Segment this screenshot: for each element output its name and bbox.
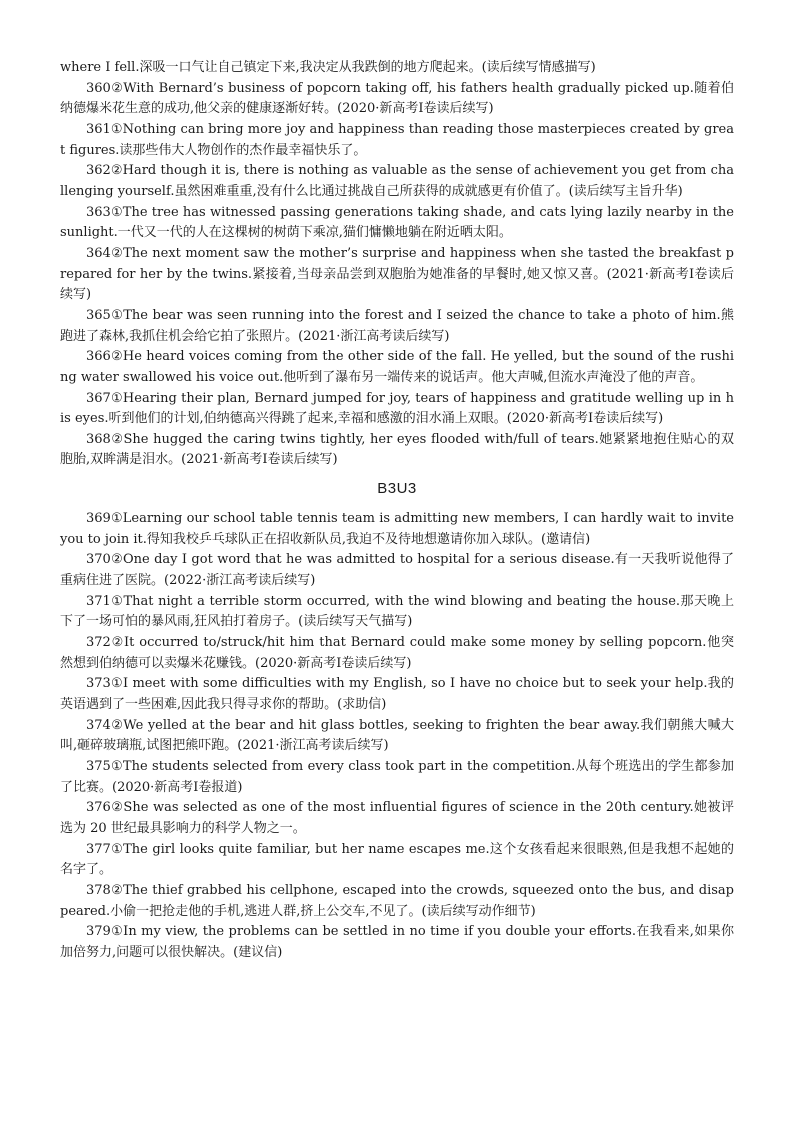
paragraph: 376②She was selected as one of the most influential figures of science in the 20th century.她被评选为 20 世纪最具影响力的科学人物之一。 xyxy=(60,800,734,836)
paragraph: 375①The students selected from every class took part in the competition.从每个班选出的学生都参加了比赛。(2020·新高考Ⅰ卷报道) xyxy=(60,759,734,795)
paragraph: 370②One day I got word that he was admitted to hospital for a serious disease.有一天我听说他得了重病住进了医院。(2022·浙江高考读后续写) xyxy=(60,552,734,589)
paragraph: 364②The next moment saw the mother’s surprise and happiness when she tasted the breakfast prepared for her by the twins.紧接着,当母亲品尝到双胞胎为她准备的早餐时,她又惊又喜。(2021·新高考Ⅰ卷读后续写) xyxy=(60,245,734,303)
paragraph: 362②Hard though it is, there is nothing as valuable as the sense of achievement you get from challenging yourself.虽然困难重重,没有什么比通过挑战自己所获得的成就感更有价值了。(读后续写主旨升华) xyxy=(60,163,734,199)
paragraph: 363①The tree has witnessed passing generations taking shade, and cats lying lazily nearby in the sunlight.一代又一代的人在这棵树的树荫下乘凉,猫们慵懒地躺在附近晒太阳。 xyxy=(60,204,734,241)
paragraph: 377①The girl looks quite familiar, but her name escapes me.这个女孩看起来很眼熟,但是我想不起她的名字了。 xyxy=(60,841,734,878)
paragraph: 365①The bear was seen running into the forest and I seized the chance to take a photo of him.熊跑进了森林,我抓住机会给它拍了张照片。(2021·浙江高考读后续写) xyxy=(60,307,734,344)
paragraph: 378②The thief grabbed his cellphone, escaped into the crowds, squeezed onto the bus, and disappeared.小偷一把抢走他的手机,逃进人群,挤上公交车,不见了。(读后续写动作细节) xyxy=(60,882,734,919)
section-heading: B3U3 xyxy=(377,480,417,498)
paragraph: 371①That night a terrible storm occurred, with the wind blowing and beating the house.那天晚上下了一场可怕的暴风雨,狂风拍打着房子。(读后续写天气描写) xyxy=(60,593,734,630)
paragraph: 367①Hearing their plan, Bernard jumped for joy, tears of happiness and gratitude welling up in his eyes.听到他们的计划,伯纳德高兴得跳了起来,幸福和感激的泪水涌上双眼。(2020·新高考Ⅰ卷读后续写) xyxy=(60,390,734,427)
paragraph: 379①In my view, the problems can be settled in no time if you double your efforts.在我看来,如果你加倍努力,问题可以很快解决。(建议信) xyxy=(60,924,734,960)
paragraph: 366②He heard voices coming from the other side of the fall. He yelled, but the sound of the rushing water swallowed his voice out.他听到了瀑布另一端传来的说话声。他大声喊,但流水声淹没了他的声音。 xyxy=(60,349,734,385)
document-page xyxy=(60,58,734,964)
paragraph: 372②It occurred to/struck/hit him that Bernard could make some money by selling popcorn.他突然想到伯纳德可以卖爆米花赚钱。(2020·新高考Ⅰ卷读后续写) xyxy=(60,635,734,671)
paragraph: 369①Learning our school table tennis team is admitting new members, I can hardly wait to invite you to join it.得知我校乒乓球队正在招收新队员,我迫不及待地想邀请你加入球队。(邀请信) xyxy=(60,511,734,547)
paragraph: 374②We yelled at the bear and hit glass bottles, seeking to frighten the bear away.我们朝熊大喊大叫,砸碎玻璃瓶,试图把熊吓跑。(2021·浙江高考读后续写) xyxy=(60,717,734,754)
paragraph: 361①Nothing can bring more joy and happiness than reading those masterpieces created by great figures.读那些伟大人物创作的杰作最幸福快乐了。 xyxy=(60,121,734,158)
paragraph: 360②With Bernard’s business of popcorn taking off, his fathers health gradually picked up.随着伯纳德爆米花生意的成功,他父亲的健康逐渐好转。(2020·新高考Ⅰ卷读后续写) xyxy=(60,80,734,117)
paragraph: 368②She hugged the caring twins tightly, her eyes flooded with/full of tears.她紧紧地抱住贴心的双胞胎,双眸满是泪水。(2021·新高考Ⅰ卷读后续写) xyxy=(60,431,734,468)
paragraph: 373①I meet with some difficulties with my English, so I have no choice but to seek your help.我的英语遇到了一些困难,因此我只得寻求你的帮助。(求助信) xyxy=(60,676,734,713)
paragraph: where I fell.深吸一口气让自己镇定下来,我决定从我跌倒的地方爬起来。(读后续写情感描写) xyxy=(60,60,596,75)
